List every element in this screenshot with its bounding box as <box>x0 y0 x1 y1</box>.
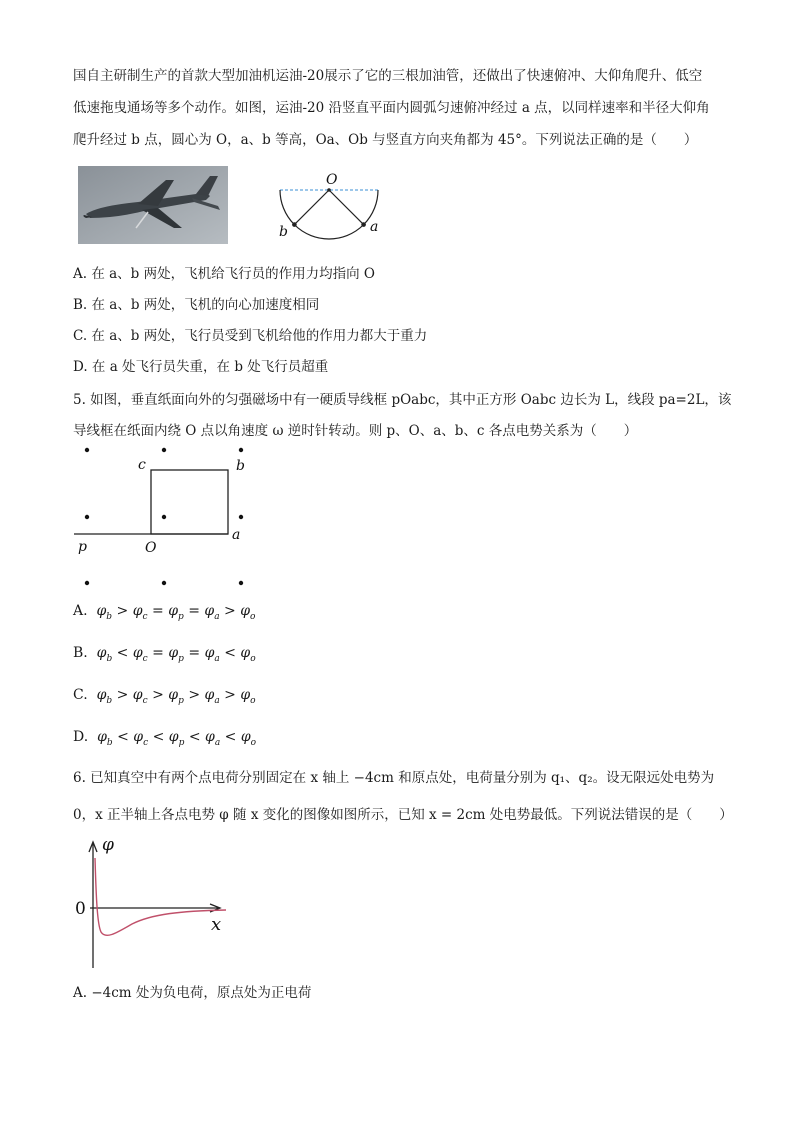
potential-term: $\varphi_b$ <box>96 687 113 706</box>
label-x: x <box>211 914 222 935</box>
label-b: b <box>236 458 245 474</box>
potential-term: $\varphi_o$ <box>240 687 256 706</box>
label-c: c <box>138 457 146 473</box>
potential-term: $\varphi_a$ <box>205 729 221 748</box>
potential-term: $\varphi_o$ <box>240 729 257 748</box>
relation-sign: > <box>219 687 241 703</box>
q5-option-b <box>73 645 256 664</box>
relation-sign: < <box>220 729 241 745</box>
q4-option-d: D. 在 a 处飞行员失重，在 b 处飞行员超重 <box>73 359 329 375</box>
option-letter: D. <box>73 729 98 745</box>
q5-option-d <box>73 729 256 748</box>
relation-sign: = <box>147 645 169 661</box>
relation-sign: = <box>183 645 205 661</box>
option-letter: A. <box>73 603 97 619</box>
q6-potential-graph <box>70 832 240 972</box>
q6-text-line-2: 0，x 正半轴上各点电势 φ 随 x 变化的图像如图所示，已知 x = 2cm 处电势最低。下列说法错误的是（ ） <box>73 807 733 823</box>
potential-term: $\varphi_a$ <box>204 645 220 664</box>
q4-option-c: C. 在 a、b 两处，飞行员受到飞机给他的作用力都大于重力 <box>73 328 428 344</box>
q5-text-line-1: 5. 如图，垂直纸面向外的匀强磁场中有一硬质导线框 pOabc，其中正方形 Oabc 边长为 L，线段 pa=2L，该 <box>73 392 732 408</box>
potential-term: $\varphi_p$ <box>168 645 184 664</box>
potential-term: $\varphi_o$ <box>240 603 256 622</box>
relation-sign: < <box>219 645 241 661</box>
potential-curve <box>95 858 226 935</box>
option-letter: C. <box>73 687 97 703</box>
potential-term: $\varphi_o$ <box>240 645 256 664</box>
label-p: p <box>78 539 87 555</box>
q4-text-line-3: 爬升经过 b 点，圆心为 O，a、b 等高，Oa、Ob 与竖直方向夹角都为 45°。下列说法正确的是（ ） <box>73 132 698 148</box>
potential-term: $\varphi_c$ <box>132 645 148 664</box>
potential-term: $\varphi_p$ <box>168 687 184 706</box>
q4-option-b: B. 在 a、b 两处，飞机的向心加速度相同 <box>73 297 320 313</box>
relation-sign: < <box>112 645 133 661</box>
label-O: O <box>326 172 338 188</box>
point-b <box>292 222 297 227</box>
segment-Oa <box>329 190 364 225</box>
point-a <box>361 222 366 227</box>
potential-term: $\varphi_b$ <box>96 645 113 664</box>
point-O <box>327 188 331 192</box>
potential-term: $\varphi_b$ <box>97 729 113 748</box>
relation-sign: > <box>112 687 133 703</box>
relation-sign: > <box>112 603 133 619</box>
q4-arc-diagram <box>270 170 390 250</box>
label-zero: 0 <box>75 899 86 919</box>
label-b: b <box>279 224 288 240</box>
segment-Ob <box>294 190 329 225</box>
q5-option-a <box>73 603 255 622</box>
relation-sign: < <box>112 729 134 745</box>
potential-term: $\varphi_b$ <box>96 603 113 622</box>
q4-option-a: A. 在 a、b 两处，飞机给飞行员的作用力均指向 O <box>73 266 375 282</box>
label-a: a <box>370 219 379 235</box>
relation-sign: > <box>219 603 241 619</box>
relation-sign: > <box>147 687 169 703</box>
potential-term: $\varphi_a$ <box>204 603 220 622</box>
potential-term: $\varphi_p$ <box>168 603 184 622</box>
relation-sign: < <box>184 729 206 745</box>
magnetic-field-dots <box>85 448 243 585</box>
potential-term: $\varphi_a$ <box>204 687 220 706</box>
q5-option-c <box>73 687 256 706</box>
potential-term: $\varphi_c$ <box>133 729 149 748</box>
relation-sign: > <box>183 687 205 703</box>
q4-airplane-photo <box>78 166 228 244</box>
label-a: a <box>232 527 241 543</box>
relation-sign: < <box>148 729 169 745</box>
relation-sign: = <box>147 603 169 619</box>
q4-text-line-2: 低速拖曳通场等多个动作。如图，运油-20 沿竖直平面内圆弧匀速俯冲经过 a 点，以同样速率和半径大仰角 <box>73 100 710 116</box>
potential-term: $\varphi_c$ <box>132 603 148 622</box>
q6-option-a: A. −4cm 处为负电荷，原点处为正电荷 <box>73 985 312 1001</box>
q6-text-line-1: 6. 已知真空中有两个点电荷分别固定在 x 轴上 −4cm 和原点处，电荷量分别为 q₁、q₂。设无限远处电势为 <box>73 770 715 786</box>
potential-term: $\varphi_p$ <box>168 729 185 748</box>
square-Oabc <box>151 470 228 534</box>
q5-frame-diagram <box>70 440 260 595</box>
relation-sign: = <box>183 603 205 619</box>
q5-text-line-2: 导线框在纸面内绕 O 点以角速度 ω 逆时针转动。则 p、O、a、b、c 各点电势关系为（ ） <box>73 423 638 439</box>
q4-text-line-1: 国自主研制生产的首款大型加油机运油-20展示了它的三根加油管，还做出了快速俯冲、大仰角爬升、低空 <box>73 68 703 84</box>
option-letter: B. <box>73 645 97 661</box>
label-O: O <box>145 540 157 556</box>
circular-arc <box>280 190 378 239</box>
label-phi: φ <box>102 835 114 855</box>
potential-term: $\varphi_c$ <box>132 687 148 706</box>
